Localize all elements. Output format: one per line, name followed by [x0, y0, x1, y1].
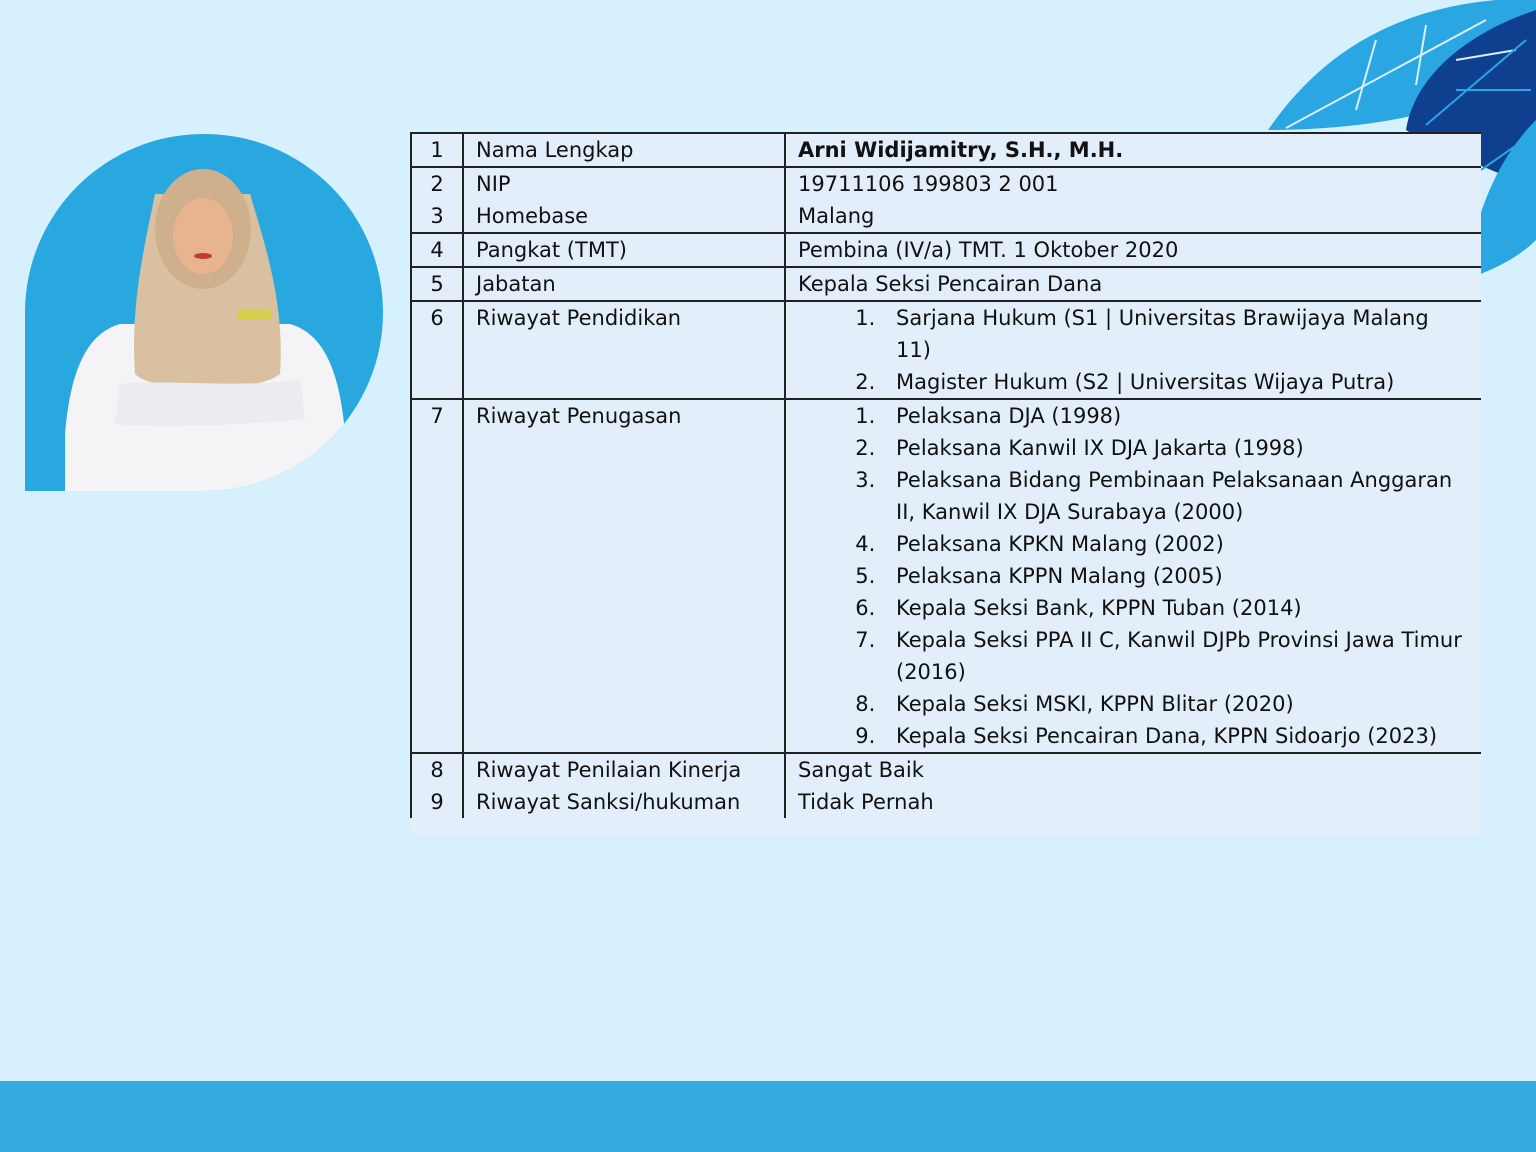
row-number: 3	[411, 200, 463, 233]
table-row	[411, 233, 1481, 267]
profile-table	[410, 132, 1481, 818]
table-row	[411, 753, 1481, 786]
table-row	[411, 133, 1481, 167]
row-label: Nama Lengkap	[463, 133, 785, 167]
assignment-list-cell	[785, 399, 1481, 753]
list-item: 6. Kepala Seksi Bank, KPPN Tuban (2014)	[882, 592, 1469, 624]
profile-table-panel	[410, 132, 1481, 836]
row-number: 7	[411, 399, 463, 753]
list-item: 9. Kepala Seksi Pencairan Dana, KPPN Sidoarjo (2023)	[882, 720, 1469, 752]
assignment-list	[798, 400, 1469, 752]
nip-value: 19711106 199803 2 001	[785, 167, 1481, 200]
table-row	[411, 267, 1481, 301]
list-item: 3. Pelaksana Bidang Pembinaan Pelaksanaan Anggaran II, Kanwil IX DJA Surabaya (2000)	[882, 464, 1469, 528]
row-label: Homebase	[463, 200, 785, 233]
list-item: 1. Pelaksana DJA (1998)	[882, 400, 1469, 432]
rank-value: Pembina (IV/a) TMT. 1 Oktober 2020	[785, 233, 1481, 267]
row-number: 1	[411, 133, 463, 167]
row-label: NIP	[463, 167, 785, 200]
table-row	[411, 786, 1481, 818]
table-row	[411, 200, 1481, 233]
portrait-card	[25, 134, 383, 491]
row-number: 8	[411, 753, 463, 786]
list-item: 1. Sarjana Hukum (S1 | Universitas Brawijaya Malang 11)	[882, 302, 1469, 366]
row-number: 6	[411, 301, 463, 399]
row-label: Riwayat Pendidikan	[463, 301, 785, 399]
row-label: Riwayat Penugasan	[463, 399, 785, 753]
position-value: Kepala Seksi Pencairan Dana	[785, 267, 1481, 301]
performance-value: Sangat Baik	[785, 753, 1481, 786]
list-item: 2. Magister Hukum (S2 | Universitas Wijaya Putra)	[882, 366, 1469, 398]
list-item: 2. Pelaksana Kanwil IX DJA Jakarta (1998)	[882, 432, 1469, 464]
list-item: 4. Pelaksana KPKN Malang (2002)	[882, 528, 1469, 560]
row-number: 2	[411, 167, 463, 200]
education-list-cell	[785, 301, 1481, 399]
table-row	[411, 301, 1481, 399]
table-row	[411, 399, 1481, 753]
full-name-value: Arni Widijamitry, S.H., M.H.	[785, 133, 1481, 167]
row-label: Pangkat (TMT)	[463, 233, 785, 267]
list-item: 8. Kepala Seksi MSKI, KPPN Blitar (2020)	[882, 688, 1469, 720]
row-number: 4	[411, 233, 463, 267]
row-label: Riwayat Penilaian Kinerja	[463, 753, 785, 786]
row-label: Riwayat Sanksi/hukuman	[463, 786, 785, 818]
row-number: 5	[411, 267, 463, 301]
portrait-image	[25, 134, 383, 491]
list-item: 5. Pelaksana KPPN Malang (2005)	[882, 560, 1469, 592]
footer-band	[0, 1081, 1536, 1152]
row-number: 9	[411, 786, 463, 818]
table-row	[411, 167, 1481, 200]
list-item: 7. Kepala Seksi PPA II C, Kanwil DJPb Provinsi Jawa Timur (2016)	[882, 624, 1469, 688]
education-list	[798, 302, 1469, 398]
row-label: Jabatan	[463, 267, 785, 301]
sanction-value: Tidak Pernah	[785, 786, 1481, 818]
homebase-value: Malang	[785, 200, 1481, 233]
